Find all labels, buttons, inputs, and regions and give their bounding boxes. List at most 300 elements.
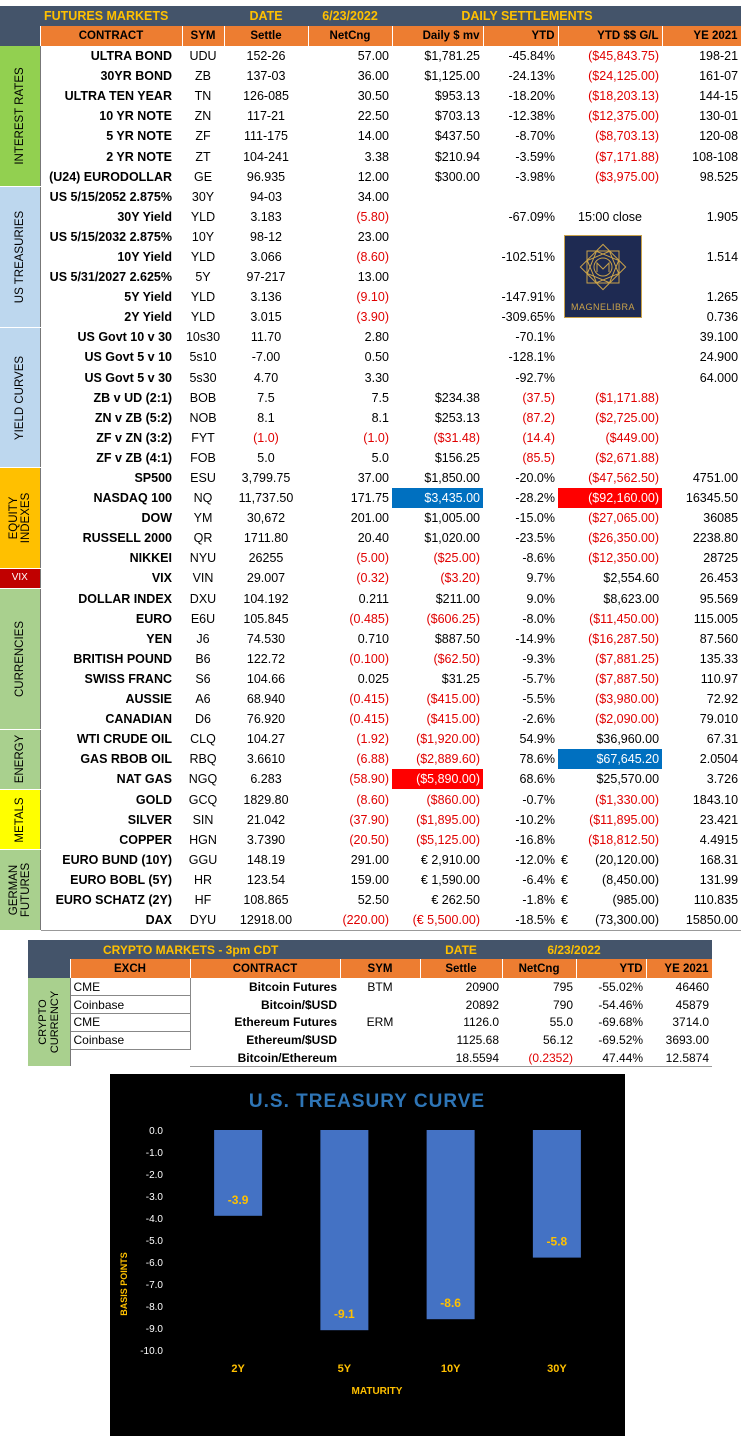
contract-cell: EURO BUND (10Y) xyxy=(62,852,172,867)
symbol-cell: 5s10 xyxy=(189,350,217,365)
contract-cell: ZF v ZB (4:1) xyxy=(96,450,172,465)
daily-mv-cell xyxy=(392,187,483,207)
ytd-gl-cell xyxy=(558,850,662,870)
section-label: GERMAN FUTURES xyxy=(7,862,32,918)
netcng-cell: 14.00 xyxy=(357,129,389,144)
ytd-cell: 9.7% xyxy=(526,571,555,586)
symbol-cell: ZN xyxy=(194,109,212,124)
ytd-cell: -9.3% xyxy=(522,651,555,666)
ye2021-cell: 4.4915 xyxy=(699,832,739,847)
settle-cell: 1829.80 xyxy=(243,792,289,807)
ytd-gl-cell: ($3,975.00) xyxy=(595,169,660,184)
settle-cell: 123.54 xyxy=(246,872,286,887)
ye2021-cell: 24.900 xyxy=(699,350,739,365)
ytd-cell: (87.2) xyxy=(522,410,555,425)
futures-row xyxy=(0,207,741,227)
symbol-cell: HR xyxy=(193,872,213,887)
settle-cell: 1711.80 xyxy=(243,531,289,546)
contract-cell: 10Y Yield xyxy=(117,249,172,264)
daily-mv-cell xyxy=(392,368,483,388)
col-ytd: YTD xyxy=(483,26,558,46)
ye2021-cell: 1.905 xyxy=(706,209,739,224)
col-settle: Settle xyxy=(224,26,308,46)
ye2021-cell: 1.265 xyxy=(706,290,739,305)
contract-cell: US 5/15/2052 2.875% xyxy=(49,189,172,204)
ytd-gl-cell: $36,960.00 xyxy=(596,732,660,747)
section-label: YIELD CURVES xyxy=(13,355,26,440)
settle-cell: 126-085 xyxy=(243,89,289,104)
ytd-gl-cell: ($2,090.00) xyxy=(595,712,660,727)
futures-row xyxy=(0,749,741,769)
symbol-cell: HF xyxy=(194,892,212,907)
futures-row xyxy=(0,448,741,468)
data-label: -9.1 xyxy=(334,1307,355,1322)
contract-cell: SP500 xyxy=(134,471,172,486)
ytd-gl-cell: ($3,980.00) xyxy=(595,692,660,707)
settle-cell: 104.27 xyxy=(246,732,286,747)
crypto-column-headers xyxy=(28,959,712,978)
x-tick-label: 10Y xyxy=(440,1363,461,1375)
ytd-cell: (37.5) xyxy=(522,390,555,405)
settle-cell: 148.19 xyxy=(246,852,286,867)
futures-row xyxy=(0,508,741,528)
daily-mv-cell: ($415.00) xyxy=(426,692,480,707)
contract-cell: Bitcoin/$USD xyxy=(260,997,337,1012)
col-sym: SYM xyxy=(182,26,224,46)
netcng-cell: (1.92) xyxy=(356,732,389,747)
futures-row xyxy=(0,689,741,709)
ytd-cell: -15.0% xyxy=(515,511,555,526)
contract-cell: BRITISH POUND xyxy=(73,651,172,666)
ye2021-cell: 168.31 xyxy=(699,852,739,867)
y-tick-label: -8.0 xyxy=(145,1302,163,1313)
daily-mv-cell xyxy=(392,347,483,367)
netcng-cell: (3.90) xyxy=(356,310,389,325)
symbol-cell: E6U xyxy=(190,611,216,626)
netcng-cell: 159.00 xyxy=(350,872,389,887)
futures-row xyxy=(0,347,741,367)
value-text: (985.00) xyxy=(612,892,660,907)
chart-xlabel: MATURITY xyxy=(351,1386,403,1397)
daily-mv-cell: € 1,590.00 xyxy=(420,872,480,887)
futures-row xyxy=(0,890,741,910)
futures-row xyxy=(0,106,741,126)
settle-cell: 18.5594 xyxy=(420,1049,502,1067)
netcng-cell: 3.38 xyxy=(364,149,389,164)
exchange-cell: CME xyxy=(70,978,190,996)
netcng-cell: 0.50 xyxy=(364,350,389,365)
logo-text: MAGNELIBRA xyxy=(570,302,635,312)
settle-cell: 98-12 xyxy=(250,229,282,244)
euro-symbol: € xyxy=(561,872,568,887)
daily-mv-cell: $300.00 xyxy=(434,169,480,184)
daily-mv-cell xyxy=(392,247,483,267)
y-tick-label: -7.0 xyxy=(145,1280,163,1291)
settle-cell: 117-21 xyxy=(247,109,285,124)
settle-cell: 8.1 xyxy=(257,410,275,425)
daily-mv-cell: ($1,920.00) xyxy=(416,732,480,747)
settle-cell: 152-26 xyxy=(246,49,286,64)
settle-cell: 20900 xyxy=(465,979,500,994)
symbol-cell: 5s30 xyxy=(189,370,217,385)
x-tick-label: 2Y xyxy=(231,1363,245,1375)
settle-cell: 26255 xyxy=(248,551,284,566)
contract-cell: VIX xyxy=(151,571,172,586)
ytd-gl-cell xyxy=(558,368,662,388)
crypto-row xyxy=(28,1014,712,1032)
settle-cell: 20892 xyxy=(465,997,500,1012)
ye2021-cell xyxy=(662,187,741,207)
ytd-cell: (85.5) xyxy=(522,450,555,465)
ytd-gl-cell: ($7,171.88) xyxy=(595,149,660,164)
magnelibra-logo xyxy=(564,235,642,318)
ytd-gl-cell xyxy=(558,327,662,347)
futures-row xyxy=(0,528,741,548)
symbol-cell: BTM xyxy=(367,979,393,994)
ytd-cell: -3.59% xyxy=(515,149,555,164)
symbol-cell xyxy=(340,996,420,1014)
daily-mv-cell xyxy=(392,227,483,247)
ytd-gl-cell: $8,623.00 xyxy=(603,591,660,606)
ytd-cell: -18.5% xyxy=(483,910,558,930)
futures-row xyxy=(0,810,741,830)
ytd-cell: -147.91% xyxy=(501,290,555,305)
ytd-cell: -3.98% xyxy=(515,169,555,184)
netcng-cell: 201.00 xyxy=(350,511,389,526)
symbol-cell: NGQ xyxy=(188,772,218,787)
crypto-col-ye: YE 2021 xyxy=(646,959,712,978)
futures-row xyxy=(0,850,741,870)
ye2021-cell xyxy=(662,267,741,287)
symbol-cell: YLD xyxy=(190,209,216,224)
treasury-curve-chart xyxy=(110,1074,625,1436)
ye2021-cell: 135.33 xyxy=(699,651,739,666)
settle-cell: 4.70 xyxy=(253,370,279,385)
netcng-cell: (0.485) xyxy=(349,611,389,626)
netcng-cell: 36.00 xyxy=(357,69,389,84)
ye2021-cell: 72.92 xyxy=(706,692,739,707)
netcng-cell: 20.40 xyxy=(357,531,389,546)
netcng-cell: 2.80 xyxy=(364,330,389,345)
crypto-row xyxy=(28,996,712,1014)
settle-cell: 21.042 xyxy=(246,812,286,827)
ye2021-cell: 0.736 xyxy=(706,310,739,325)
futures-row xyxy=(0,66,741,86)
y-tick-label: -3.0 xyxy=(145,1192,163,1203)
contract-cell: ZN v ZB (5:2) xyxy=(94,410,172,425)
contract-cell: SILVER xyxy=(127,812,172,827)
ye2021-cell: 198-21 xyxy=(699,49,739,64)
contract-cell: ULTRA BOND xyxy=(90,49,172,64)
section-label-cell xyxy=(0,468,40,568)
netcng-cell: (6.88) xyxy=(356,752,389,767)
netcng-cell: 30.50 xyxy=(357,89,389,104)
ye2021-cell: 108-108 xyxy=(692,149,739,164)
crypto-col-exch: EXCH xyxy=(70,959,190,978)
settle-cell: 3.015 xyxy=(250,310,282,325)
netcng-cell: 790 xyxy=(553,997,574,1012)
settle-cell: 111-175 xyxy=(243,129,289,144)
futures-row xyxy=(0,669,741,689)
symbol-cell: GE xyxy=(193,169,213,184)
ye2021-cell: 12.5874 xyxy=(646,1049,712,1067)
symbol-cell xyxy=(340,1049,420,1067)
ytd-cell: -16.8% xyxy=(515,832,555,847)
ytd-cell: -8.6% xyxy=(522,551,555,566)
daily-mv-cell: $703.13 xyxy=(434,109,480,124)
section-label: METALS xyxy=(13,797,26,843)
ytd-cell xyxy=(483,267,558,287)
contract-cell: (U24) EURODOLLAR xyxy=(49,169,172,184)
settle-cell: 3.7390 xyxy=(246,832,286,847)
section-label-cell xyxy=(0,327,40,468)
ytd-cell: -5.7% xyxy=(522,671,555,686)
ytd-cell: -12.0% xyxy=(515,852,555,867)
symbol-cell: CLQ xyxy=(190,732,216,747)
symbol-cell: DXU xyxy=(189,591,217,606)
ye2021-cell: 67.31 xyxy=(706,732,739,747)
futures-table xyxy=(0,6,741,931)
ytd-cell: -69.52% xyxy=(598,1033,644,1048)
ye2021-cell: 120-08 xyxy=(699,129,739,144)
ytd-gl-cell: ($12,350.00) xyxy=(588,551,660,566)
ye2021-cell: 2.0504 xyxy=(699,752,739,767)
futures-row xyxy=(0,187,741,207)
ye2021-cell: 1.514 xyxy=(706,249,739,264)
contract-cell: EURO SCHATZ (2Y) xyxy=(55,892,172,907)
ye2021-cell: 161-07 xyxy=(699,69,739,84)
symbol-cell: 30Y xyxy=(191,189,215,204)
ye2021-cell: 3693.00 xyxy=(665,1033,710,1048)
contract-cell: AUSSIE xyxy=(125,692,172,707)
futures-row xyxy=(0,629,741,649)
settle-cell: 29.007 xyxy=(246,571,286,586)
ytd-gl-cell: ($26,350.00) xyxy=(588,531,660,546)
y-tick-label: -5.0 xyxy=(145,1236,163,1247)
ye2021-cell: 130-01 xyxy=(699,109,739,124)
futures-row xyxy=(0,709,741,729)
crypto-table xyxy=(28,940,713,1067)
ytd-cell: -1.8% xyxy=(522,892,555,907)
ytd-gl-cell: ($18,812.50) xyxy=(588,832,660,847)
ye2021-cell: 79.010 xyxy=(699,712,739,727)
section-label: US TREASURIES xyxy=(13,210,26,304)
netcng-cell: 55.0 xyxy=(549,1015,574,1030)
ytd-gl-cell: ($27,065.00) xyxy=(588,511,660,526)
netcng-cell: 22.50 xyxy=(357,109,389,124)
symbol-cell: J6 xyxy=(196,631,210,646)
symbol-cell: GGU xyxy=(188,852,218,867)
ye2021-cell: 3714.0 xyxy=(672,1015,710,1030)
contract-cell: 5 YR NOTE xyxy=(106,129,172,144)
section-label-cell xyxy=(0,568,40,588)
netcng-cell: 52.50 xyxy=(357,892,389,907)
daily-mv-cell: ($62.50) xyxy=(433,651,480,666)
section-label: ENERGY xyxy=(13,735,26,784)
contract-cell: 2Y Yield xyxy=(124,310,172,325)
ye2021-cell: 28725 xyxy=(703,551,739,566)
ytd-gl-cell: ($92,160.00) xyxy=(558,488,662,508)
section-label-cell xyxy=(0,789,40,849)
netcng-cell: (1.0) xyxy=(363,430,389,445)
contract-cell: RUSSELL 2000 xyxy=(82,531,172,546)
ytd-gl-cell: ($8,703.13) xyxy=(595,129,660,144)
futures-row xyxy=(0,568,741,588)
daily-mv-cell: ($5,125.00) xyxy=(416,832,480,847)
euro-symbol: € xyxy=(561,852,568,867)
ytd-cell: -23.5% xyxy=(515,531,555,546)
ytd-gl-cell: ($2,725.00) xyxy=(595,410,660,425)
ye2021-cell: 23.421 xyxy=(699,812,739,827)
symbol-cell: DYU xyxy=(182,910,224,930)
contract-cell: Bitcoin Futures xyxy=(248,979,337,994)
daily-mv-cell: ($860.00) xyxy=(426,792,480,807)
settle-cell: 6.283 xyxy=(250,772,282,787)
futures-row xyxy=(0,327,741,347)
futures-row xyxy=(0,468,741,488)
netcng-cell: 23.00 xyxy=(357,229,389,244)
daily-mv-cell: $31.25 xyxy=(441,671,480,686)
daily-mv-cell: ($606.25) xyxy=(426,611,480,626)
ytd-cell: -102.51% xyxy=(501,249,555,264)
netcng-cell: 0.710 xyxy=(357,631,389,646)
symbol-cell: QR xyxy=(193,531,213,546)
ytd-gl-cell: ($2,671.88) xyxy=(595,450,660,465)
settle-cell: 108.865 xyxy=(243,892,289,907)
settle-cell: 104.66 xyxy=(246,671,286,686)
netcng-cell: 0.025 xyxy=(357,671,389,686)
daily-mv-cell: ($3.20) xyxy=(440,571,480,586)
crypto-title-row xyxy=(28,940,712,959)
futures-row xyxy=(0,548,741,568)
settle-cell: 30,672 xyxy=(246,511,286,526)
daily-mv-cell xyxy=(392,207,483,227)
symbol-cell: A6 xyxy=(195,692,211,707)
crypto-col-netcng: NetCng xyxy=(502,959,576,978)
daily-mv-cell: $1,125.00 xyxy=(424,69,480,84)
col-netcng: NetCng xyxy=(308,26,392,46)
contract-cell: DAX xyxy=(40,910,182,930)
y-tick-label: -4.0 xyxy=(145,1214,163,1225)
contract-cell: YEN xyxy=(146,631,172,646)
daily-mv-cell: $211.00 xyxy=(435,591,480,606)
exchange-cell: Coinbase xyxy=(70,1031,190,1049)
settle-cell: 76.920 xyxy=(246,712,286,727)
x-tick-label: 30Y xyxy=(547,1363,567,1375)
futures-title-row xyxy=(0,6,741,26)
y-tick-label: -9.0 xyxy=(145,1324,163,1335)
symbol-cell: ZF xyxy=(195,129,211,144)
ytd-gl-cell: ($449.00) xyxy=(605,430,660,445)
contract-cell: DOW xyxy=(141,511,172,526)
ytd-gl-cell xyxy=(558,910,662,930)
col-ytd-gl: YTD $$ G/L xyxy=(558,26,662,46)
crypto-col-contract: CONTRACT xyxy=(190,959,340,978)
ytd-cell: -24.13% xyxy=(508,69,555,84)
daily-mv-cell: $1,781.25 xyxy=(424,49,480,64)
ytd-cell: -20.0% xyxy=(515,471,555,486)
symbol-cell: D6 xyxy=(195,712,211,727)
value-text: (20,120.00) xyxy=(595,852,660,867)
mandala-icon xyxy=(565,236,641,302)
daily-mv-cell xyxy=(392,287,483,307)
netcng-cell: 12.00 xyxy=(357,169,389,184)
netcng-cell: (0.100) xyxy=(349,651,389,666)
settle-cell: 68.940 xyxy=(246,692,286,707)
chart-title: U.S. TREASURY CURVE xyxy=(248,1091,486,1112)
ye2021-cell: 144-15 xyxy=(699,89,739,104)
daily-mv-cell: € 262.50 xyxy=(431,892,480,907)
daily-mv-cell: ($25.00) xyxy=(433,551,480,566)
euro-symbol: € xyxy=(561,912,568,927)
contract-cell: NIKKEI xyxy=(129,551,172,566)
futures-row xyxy=(0,46,741,66)
symbol-cell: YM xyxy=(193,511,213,526)
crypto-col-sym: SYM xyxy=(340,959,420,978)
section-label-cell xyxy=(0,729,40,789)
ytd-gl-cell: ($24,125.00) xyxy=(588,69,660,84)
symbol-cell: HGN xyxy=(189,832,217,847)
ye2021-cell xyxy=(662,428,741,448)
ytd-cell: -12.38% xyxy=(508,109,555,124)
ytd-cell: -10.2% xyxy=(515,812,555,827)
ye2021-cell: 26.453 xyxy=(699,571,739,586)
netcng-cell: (0.415) xyxy=(349,692,389,707)
crypto-col-ytd: YTD xyxy=(576,959,646,978)
settle-cell: 12918.00 xyxy=(224,910,308,930)
ytd-gl-cell xyxy=(558,870,662,890)
ye2021-cell xyxy=(662,408,741,428)
futures-row xyxy=(0,126,741,146)
y-tick-label: 0.0 xyxy=(149,1126,163,1137)
futures-row xyxy=(0,649,741,669)
settle-cell: 74.530 xyxy=(246,631,286,646)
futures-row xyxy=(0,368,741,388)
ytd-cell: 54.9% xyxy=(519,732,555,747)
ytd-cell: -67.09% xyxy=(508,209,555,224)
contract-cell: EURO BOBL (5Y) xyxy=(70,872,172,887)
contract-cell: 30YR BOND xyxy=(100,69,172,84)
ye2021-cell: 39.100 xyxy=(699,330,739,345)
daily-mv-cell: ($415.00) xyxy=(426,712,480,727)
ytd-cell: -28.2% xyxy=(515,491,555,506)
section-label-cell xyxy=(0,589,40,730)
futures-row xyxy=(0,408,741,428)
ye2021-cell: 131.99 xyxy=(699,872,739,887)
futures-row xyxy=(0,729,741,749)
ytd-cell: -14.9% xyxy=(515,631,555,646)
y-tick-label: -10.0 xyxy=(140,1346,163,1357)
netcng-cell: 795 xyxy=(553,979,574,994)
symbol-cell: NYU xyxy=(189,551,217,566)
settle-cell: 122.72 xyxy=(246,651,286,666)
symbol-cell: RBQ xyxy=(189,752,217,767)
contract-cell: WTI CRUDE OIL xyxy=(76,732,172,747)
y-tick-label: -6.0 xyxy=(145,1258,163,1269)
symbol-cell: SIN xyxy=(192,812,214,827)
ye2021-cell: 110.97 xyxy=(700,671,739,686)
ytd-cell: -8.70% xyxy=(515,129,555,144)
netcng-cell: 56.12 xyxy=(543,1033,574,1048)
contract-cell: CANADIAN xyxy=(105,712,172,727)
symbol-cell: 10s30 xyxy=(185,330,221,345)
netcng-cell: (0.2352) xyxy=(502,1049,576,1067)
symbol-cell: GCQ xyxy=(188,792,218,807)
daily-mv-cell: $953.13 xyxy=(434,89,480,104)
x-tick-label: 5Y xyxy=(337,1363,352,1375)
section-label: CURRENCIES xyxy=(13,620,26,697)
y-tick-label: -2.0 xyxy=(145,1170,163,1181)
